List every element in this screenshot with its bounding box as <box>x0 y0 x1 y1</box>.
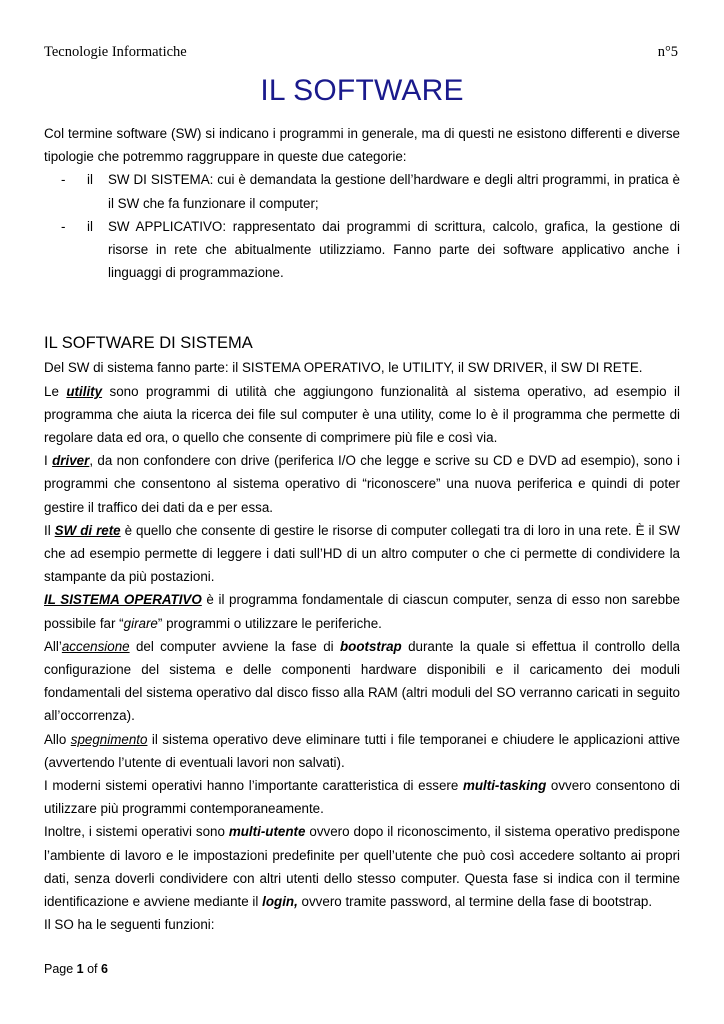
page-total: 6 <box>101 962 108 976</box>
paragraph-utility <box>44 380 680 450</box>
section-heading: IL SOFTWARE DI SISTEMA <box>44 334 253 353</box>
text-run: Allo <box>44 731 71 747</box>
term-multi-tasking: multi-tasking <box>462 778 547 794</box>
term-spegnimento: spegnimento <box>70 731 148 747</box>
page-header <box>44 44 678 62</box>
page-number: 1 <box>76 962 84 976</box>
text-run: I <box>44 453 53 469</box>
header-number: n°5 <box>657 44 678 60</box>
text-run: All’ <box>44 638 62 654</box>
bullet-dash: - <box>61 218 66 234</box>
document-body <box>44 122 680 937</box>
text-run: è quello che consente di gestire le risorse di computer collegati tra di loro in una rete. È il SW che ad esempio permette di leggere i dati sull’HD di un altro computer o che ci permette di condividere la stampante da più postazioni. <box>44 522 680 585</box>
paragraph-funzioni: Il SO ha le seguenti funzioni: <box>44 917 215 933</box>
text-run: del computer avviene la fase di <box>129 638 340 654</box>
bullet-lead: il <box>87 172 93 188</box>
intro-paragraph: Col termine software (SW) si indicano i programmi in generale, ma di questi ne esistono differenti e diverse tipologie che potremmo raggruppare in queste due categorie: <box>44 126 680 165</box>
text-run: durante la quale si effettua il controllo della configurazione del sistema e delle componenti hardware disponibili e il caricamento dei moduli fondamentali del sistema operativo dal disco fisso alla RAM (altri moduli del SO verranno caricati in seguito all’occorrenza). <box>44 638 680 724</box>
term-sw-di-rete: SW di rete <box>54 522 121 538</box>
text-run: ovvero dopo il riconoscimento, il sistema operativo predispone l’ambiente di lavoro e le impostazioni predefinite per quell’utente che può così accedere soltanto ai propri dati, senza doverli condividere con altri utenti dello stesso computer. Questa fase si indica con il termine identificazione e avviene mediante il <box>44 824 680 910</box>
page-title: IL SOFTWARE <box>260 74 464 107</box>
paragraph-sw-rete <box>44 519 680 589</box>
paragraph-multitasking <box>44 774 680 820</box>
text-run: ovvero consentono di utilizzare più programmi contemporaneamente. <box>44 778 680 817</box>
bullet-dash: - <box>61 172 66 188</box>
bullet-lead: il <box>87 218 93 234</box>
list-item <box>44 215 680 285</box>
paragraph-accensione <box>44 635 680 728</box>
term-accensione: accensione <box>61 638 130 654</box>
term-sistema-operativo: IL SISTEMA OPERATIVO <box>44 592 202 608</box>
term-driver: driver <box>52 453 90 469</box>
paragraph-sistema-operativo <box>44 588 680 634</box>
term-utility: utility <box>66 383 103 399</box>
text-run: ovvero tramite password, al termine della fase di bootstrap. <box>297 894 653 910</box>
header-subject: Tecnologie Informatiche <box>44 44 187 60</box>
paragraph-spegnimento <box>44 728 680 774</box>
bullet-text: SW APPLICATIVO: rappresentato dai programmi di scrittura, calcolo, grafica, la gestione di risorse in rete che abitualmente utilizziamo. Fanno parte dei software applicativo anche i linguaggi di programmazione. <box>108 218 680 281</box>
text-run: Il <box>44 522 55 538</box>
term-multi-utente: multi-utente <box>228 824 306 840</box>
term-login: login, <box>262 894 298 910</box>
text-run: I moderni sistemi operativi hanno l’importante caratteristica di essere <box>44 778 463 794</box>
list-item <box>44 168 680 214</box>
text-run: ” programmi o utilizzare le periferiche. <box>157 615 382 631</box>
text-run: è il programma fondamentale di ciascun computer, senza di esso non sarebbe possibile far “ <box>44 592 681 631</box>
bullet-text: SW DI SISTEMA: cui è demandata la gestione dell’hardware e degli altri programmi, in pratica è il SW che fa funzionare il computer; <box>108 172 680 211</box>
term-girare: girare <box>123 615 158 631</box>
footer-label: Page <box>44 962 77 976</box>
footer-of: of <box>83 962 101 976</box>
text-run: il sistema operativo deve eliminare tutti i file temporanei e chiudere le applicazioni attive (avvertendo l’utente di eventuali lavori non salvati). <box>44 731 680 770</box>
text-run: sono programmi di utilità che aggiungono funzionalità al sistema operativo, ad esempio il programma che aiuta la ricerca dei file sul computer è una utility, come lo è il programma che permette di regolare data ed ora, o quello che consente di comprimere più file e così via. <box>44 383 680 446</box>
term-bootstrap: bootstrap <box>339 638 402 654</box>
text-run: , da non confondere con drive (periferica I/O che legge e scrive su CD e DVD ad esempio), sono i programmi che consentono al sistema operativo di “riconoscere” una nuova periferica e quindi di poter gestire il traffico dei dati da e per essa. <box>44 453 680 515</box>
paragraph-driver <box>44 449 680 519</box>
text-run: Inoltre, i sistemi operativi sono <box>44 824 229 840</box>
page-footer <box>44 962 108 976</box>
paragraph-multiutente <box>44 820 680 913</box>
paragraph-components: Del SW di sistema fanno parte: il SISTEMA OPERATIVO, le UTILITY, il SW DRIVER, il SW DI RETE. <box>44 360 643 376</box>
text-run: Le <box>44 383 67 399</box>
